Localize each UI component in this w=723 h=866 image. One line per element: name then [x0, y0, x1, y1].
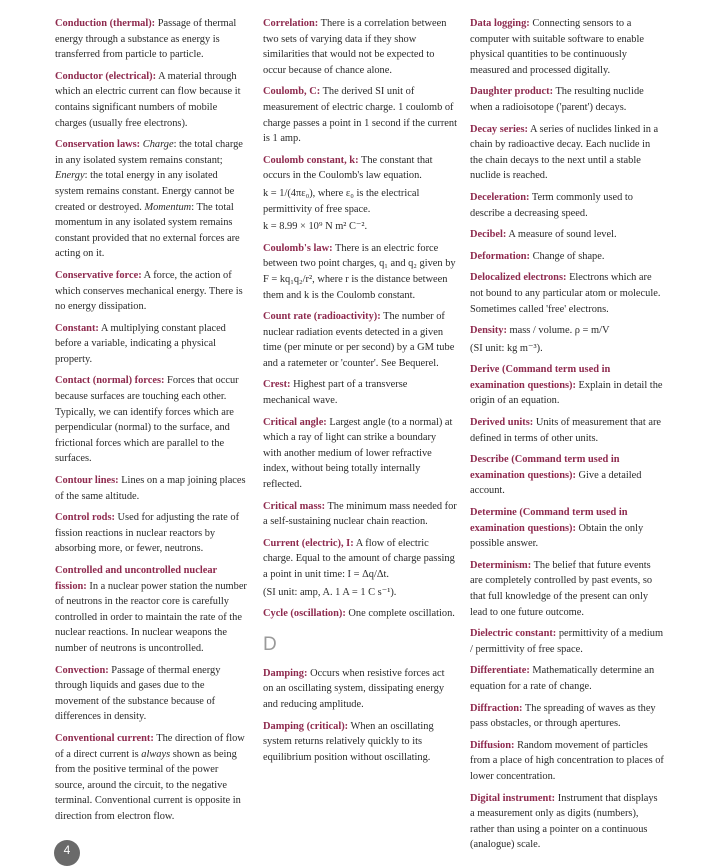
definition-text: shown as being from the positive terminal of the power source, around the circuit, to the negative terminal. Conventional current is opposite in direction from electron flow.: [55, 748, 241, 822]
glossary-entry-derive-command-term-used-in-examination-questions: [470, 362, 664, 409]
glossary-entry-conservative-force: [55, 268, 247, 315]
glossary-term: Data logging:: [470, 18, 530, 29]
definition-text: The direction of flow of a direct current is: [55, 732, 245, 760]
glossary-term: Coulomb's law:: [263, 242, 333, 254]
definition-text: Give a detailed account.: [470, 469, 642, 497]
glossary-entry-coulomb-c: [263, 84, 457, 146]
glossary-entry-describe-command-term-used-in-examination-questions: [470, 452, 664, 499]
glossary-term: Control rods:: [55, 512, 115, 524]
definition-text: Obtain the only possible answer.: [470, 522, 644, 550]
definition-equation: (SI unit: kg m⁻³).: [470, 342, 543, 354]
glossary-entry-conventional-current: [55, 731, 247, 825]
glossary-entry-daughter-product: [470, 84, 664, 115]
definition-text: Passage of thermal energy through a substance as energy is transferred from particle to particle.: [55, 18, 237, 61]
definition-text: The belief that future events are completely controlled by past events, so that full knowledge of the present can only lead to one future outcome.: [470, 559, 653, 618]
glossary-entry-diffusion: [470, 738, 664, 785]
definition-text: permittivity of a medium / permittivity of free space.: [470, 628, 664, 655]
glossary-term: Crest:: [263, 379, 291, 391]
glossary-term: Convection:: [55, 664, 109, 676]
definition-text: The derived SI unit of measurement of electric charge. 1 coulomb of charge passes a point in 1 second if the current is 1 amp.: [263, 86, 457, 145]
definition-text: Energy: [55, 170, 85, 182]
definition-text: always: [141, 748, 171, 760]
glossary-entry-count-rate-radioactivity: [263, 309, 457, 371]
definition-text: The number of nuclear radiation events detected in a given time (per minute or per second) by a GM tube and a ratemeter or 'counter'. See Bequerel.: [263, 311, 455, 369]
glossary-entry-constant: [55, 321, 247, 368]
section-letter-heading: D: [263, 633, 277, 655]
glossary-term: Diffraction:: [470, 702, 523, 714]
glossary-entry-determine-command-term-used-in-examination-questions: [470, 505, 664, 552]
glossary-entry-data-logging: [470, 16, 664, 78]
definition-text: The minimum mass needed for a self-sustaining nuclear chain reaction.: [263, 500, 457, 528]
glossary-entry-diffraction: [470, 701, 664, 732]
definition-text: Forces that occur because surfaces are touching each other. Typically, we can identify forces which are perpendicular (normal) to the surface, and frictional forces which are parallel to the surfaces.: [55, 375, 239, 465]
definition-text: The spreading of waves as they pass obstacles, or through apertures.: [470, 702, 656, 730]
glossary-entry-dielectric-constant: [470, 626, 664, 657]
definition-text: A measure of sound level.: [506, 229, 617, 241]
glossary-entry-derived-units: [470, 415, 664, 446]
definition-text: : The total momentum in any isolated system remains constant provided that no external forces are acting on it.: [55, 201, 240, 260]
definition-text: Largest angle (to a normal) at which a ray of light can strike a boundary with another medium of lower refractive index, without being totally internally reflected.: [263, 416, 453, 491]
glossary-term: Differentiate:: [470, 665, 530, 677]
definition-text: The constant that occurs in the Coulomb's law equation.: [263, 154, 433, 182]
glossary-entry-decibel: [470, 227, 664, 243]
definition-text: One complete oscillation.: [345, 608, 455, 620]
glossary-term: Daughter product:: [470, 86, 554, 98]
glossary-term: Diffusion:: [470, 739, 515, 751]
glossary-term: Conservative force:: [55, 269, 142, 281]
glossary-entry-density: [470, 323, 664, 356]
glossary-term: Controlled and uncontrolled nuclear fission:: [55, 565, 217, 592]
definition-text: Connecting sensors to a computer with suitable software to enable physical quantities to be continuously measured and processed digitally.: [470, 18, 644, 76]
glossary-term: Deceleration:: [470, 191, 530, 203]
definition-equation: k = 8.99 × 10⁹ N m² C⁻².: [263, 221, 368, 233]
definition-text: Passage of thermal energy through liquids and gases due to the movement of the substance because of differences in density.: [55, 664, 221, 723]
definition-text: There is a correlation between two sets of varying data if they show similarities that would not be expected to occur because of chance alone.: [263, 18, 447, 76]
glossary-term: Critical angle:: [263, 416, 327, 428]
glossary-term: Current (electric), I:: [263, 537, 354, 549]
glossary-term: Conduction (thermal):: [55, 18, 156, 29]
glossary-entry-crest: [263, 377, 457, 408]
glossary-column-2: [263, 16, 457, 771]
definition-text: There is an electric force between two point charges, q₁ and q₂ given by F = kq₁q₂/r², where r is the distance between them and k is the Coulomb constant.: [263, 242, 456, 301]
definition-text: : the total charge in any isolated system remains constant;: [55, 139, 243, 166]
glossary-entry-determinism: [470, 558, 664, 620]
glossary-entry-digital-instrument: [470, 791, 664, 853]
glossary-term: Derived units:: [470, 417, 534, 429]
glossary-term: Digital instrument:: [470, 792, 556, 804]
glossary-entry-decay-series: [470, 122, 664, 184]
glossary-term: Cycle (oscillation):: [263, 608, 346, 620]
glossary-term: Contact (normal) forces:: [55, 375, 165, 387]
definition-text: Term commonly used to describe a decreasing speed.: [470, 191, 633, 219]
definition-text: mass / volume. ρ = m/V: [506, 325, 610, 337]
glossary-entry-controlled-and-uncontrolled-nuclear-fission: [55, 563, 247, 657]
glossary-entry-deceleration: [470, 190, 664, 221]
glossary-entry-convection: [55, 663, 247, 725]
definition-text: Change of shape.: [530, 250, 605, 262]
glossary-entry-contact-normal-forces: [55, 373, 247, 467]
glossary-entry-deformation: [470, 249, 664, 265]
definition-text: Mathematically determine an equation for a rate of change.: [470, 665, 655, 692]
definition-text: Electrons which are not bound to any particular atom or molecule. Sometimes called 'free' electrons.: [470, 272, 661, 315]
definition-text: A force, the action of which conserves mechanical energy. There is no energy dissipation.: [55, 269, 243, 313]
glossary-entry-conduction-thermal: [55, 16, 247, 63]
glossary-entry-current-electric-i: [263, 536, 457, 600]
glossary-entry-damping-critical: [263, 719, 457, 766]
definition-text: Explain in detail the origin of an equation.: [470, 379, 663, 407]
glossary-entry-coulomb-s-law: [263, 241, 457, 303]
glossary-term: Derive (Command term used in examination questions):: [470, 364, 611, 391]
definition-text: : the total energy in any isolated system remains constant. Energy cannot be created or destroyed.: [55, 170, 235, 213]
glossary-term: Conductor (electrical):: [55, 70, 157, 82]
glossary-term: Constant:: [55, 322, 99, 334]
glossary-entry-damping: [263, 666, 457, 713]
definition-text: Random movement of particles from a place of high concentration to places of lower concentration.: [470, 739, 664, 782]
definition-text: A material through which an electric current can flow because it contains significant numbers of mobile charges (usually free electrons).: [55, 70, 241, 129]
definition-text: Used for adjusting the rate of fission reactions in nuclear reactors by absorbing more, or fewer, neutrons.: [55, 512, 240, 555]
glossary-entry-critical-mass: [263, 499, 457, 530]
glossary-term: Determinism:: [470, 559, 532, 571]
definition-text: When an oscillating system returns relatively quickly to its equilibrium position without oscillating.: [263, 720, 434, 763]
glossary-term: Count rate (radioactivity):: [263, 311, 381, 323]
glossary-entry-critical-angle: [263, 415, 457, 493]
glossary-term: Contour lines:: [55, 475, 119, 487]
glossary-term: Determine (Command term used in examination questions):: [470, 507, 628, 534]
glossary-term: Describe (Command term used in examination questions):: [470, 454, 620, 481]
definition-text: Charge: [142, 139, 174, 151]
glossary-term: Conservation laws:: [55, 139, 141, 151]
glossary-term: Density:: [470, 325, 507, 337]
glossary-term: Damping (critical):: [263, 720, 349, 732]
definition-equation: k = 1/(4πε₀), where ε₀ is the electrical permittivity of free space.: [263, 187, 420, 215]
glossary-entry-coulomb-constant-k: [263, 153, 457, 235]
glossary-term: Delocalized electrons:: [470, 272, 567, 284]
glossary-term: Coulomb, C:: [263, 86, 321, 98]
glossary-entry-control-rods: [55, 510, 247, 557]
glossary-term: Deformation:: [470, 250, 531, 262]
glossary-term: Dielectric constant:: [470, 628, 557, 640]
glossary-entry-contour-lines: [55, 473, 247, 504]
definition-text: A multiplying constant placed before a variable, indicating a physical property.: [55, 322, 226, 365]
definition-text: The resulting nuclide when a radioisotope ('parent') decays.: [470, 86, 644, 113]
glossary-term: Critical mass:: [263, 500, 326, 512]
glossary-entry-cycle-oscillation: [263, 606, 457, 622]
definition-text: Lines on a map joining places of the same altitude.: [55, 475, 246, 502]
glossary-column-1: [55, 16, 247, 831]
glossary-entry-differentiate: [470, 663, 664, 694]
definition-text: Occurs when resistive forces act on an oscillating system, dissipating energy and reducing amplitude.: [263, 667, 445, 710]
definition-text: Highest part of a transverse mechanical wave.: [263, 379, 408, 407]
definition-text: Instrument that displays a measurement only as digits (numbers), rather than using a pointer on a continuous (analogue) scale.: [470, 792, 658, 851]
glossary-term: Coulomb constant, k:: [263, 154, 359, 166]
definition-text: Units of measurement that are defined in terms of other units.: [470, 417, 662, 444]
glossary-term: Correlation:: [263, 18, 319, 29]
definition-text: Momentum: [144, 201, 192, 213]
glossary-term: Conventional current:: [55, 732, 154, 744]
definition-text: In a nuclear power station the number of neutrons in the reactor core is carefully controlled in order to maintain the rate of the nuclear reactions. In nuclear weapons the number of neutrons is uncontrolled.: [55, 580, 247, 654]
glossary-term: Decay series:: [470, 123, 528, 135]
glossary-term: Decibel:: [470, 229, 507, 241]
definition-equation: (SI unit: amp, A. 1 A = 1 C s⁻¹).: [263, 586, 397, 598]
definition-text: A flow of electric charge. Equal to the amount of charge passing a point in unit time: I = Δq/Δt.: [263, 537, 455, 580]
glossary-entry-delocalized-electrons: [470, 270, 664, 317]
glossary-entry-conservation-laws: [55, 137, 247, 262]
glossary-term: Damping:: [263, 667, 308, 679]
glossary-entry-conductor-electrical: [55, 69, 247, 131]
definition-text: A series of nuclides linked in a chain by radioactive decay. Each nuclide in the chain decays to the next until a stable nuclide is reached.: [470, 123, 659, 182]
page-number: 4: [54, 840, 80, 866]
glossary-entry-correlation: [263, 16, 457, 78]
glossary-column-3: [470, 16, 664, 859]
